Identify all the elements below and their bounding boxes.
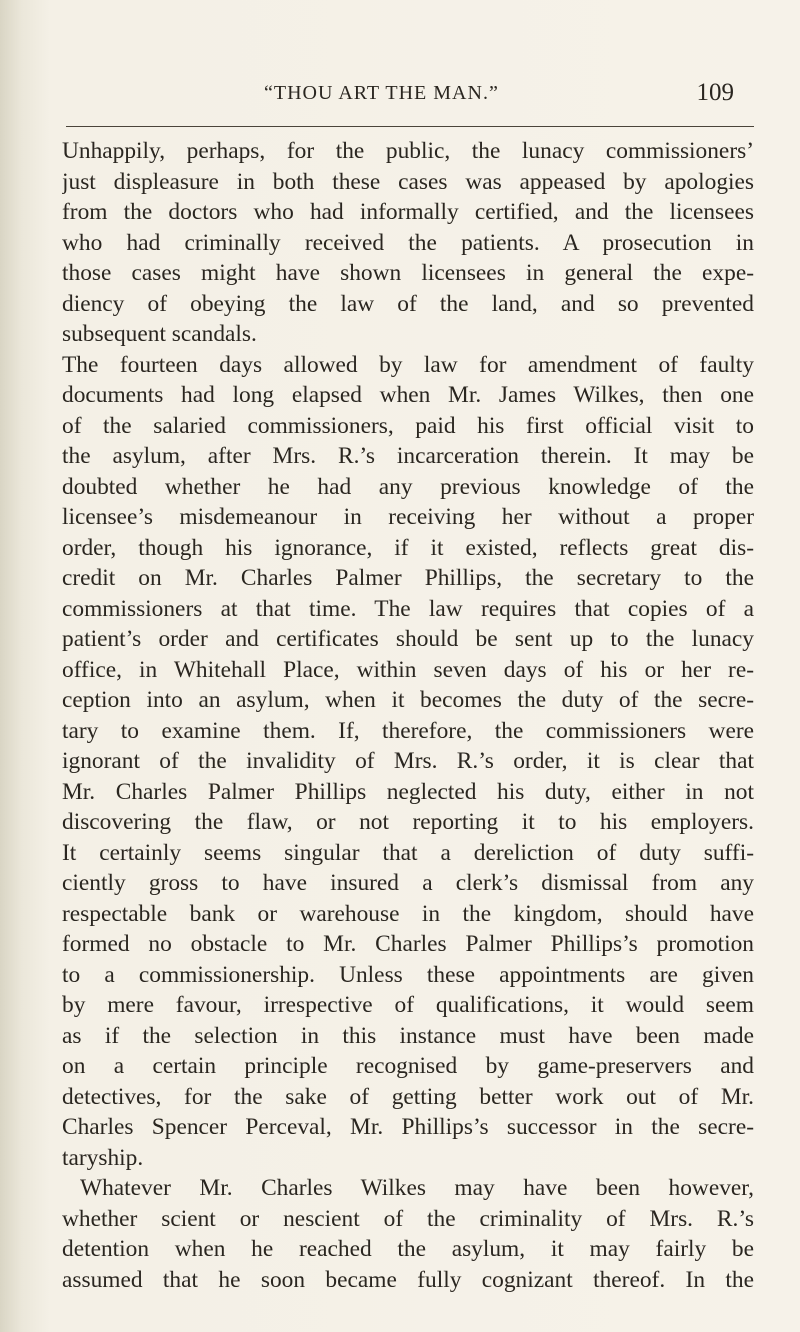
text-line: detectives, for the sake of getting better work out of Mr. — [62, 1083, 754, 1110]
text-line: Unhappily, perhaps, for the public, the lunacy commissioners’ — [62, 138, 754, 164]
text-line: The fourteen days allowed by law for amendment of faulty — [62, 351, 754, 378]
text-line: the asylum, after Mrs. R.’s incarceration therein. It may be — [62, 443, 754, 469]
running-head-title: “THOU ART THE MAN.” — [264, 82, 499, 104]
text-line: on a certain principle recognised by game-preservers and — [62, 1053, 754, 1079]
text-line: Charles Spencer Perceval, Mr. Phillips’s successor in the secre- — [62, 1114, 754, 1140]
text-line: office, in Whitehall Place, within seven days of his or her re- — [62, 656, 754, 683]
text-line: to a commissionership. Unless these appointments are given — [62, 961, 754, 988]
text-line: those cases might have shown licensees in general the expe- — [62, 260, 754, 286]
text-line: from the doctors who had informally certified, and the licensees — [62, 199, 754, 225]
text-line: ciently gross to have insured a clerk’s dismissal from any — [62, 870, 754, 896]
text-line: discovering the flaw, or not reporting it to his employers. — [62, 809, 754, 835]
text-line: formed no obstacle to Mr. Charles Palmer Phillips’s promotion — [62, 931, 754, 957]
text-line: tary to examine them. If, therefore, the commissioners were — [62, 717, 754, 744]
text-line: taryship. — [62, 1144, 144, 1171]
page-number: 109 — [696, 79, 734, 106]
text-line: Whatever Mr. Charles Wilkes may have been however, — [80, 1175, 754, 1201]
text-line: subsequent scandals. — [62, 321, 257, 347]
text-line: respectable bank or warehouse in the kingdom, should have — [62, 900, 754, 927]
text-line: detention when he reached the asylum, it may fairly be — [62, 1236, 754, 1262]
text-line: diency of obeying the law of the land, and so prevented — [62, 290, 754, 317]
text-line: just displeasure in both these cases was appeased by apologies — [62, 168, 754, 195]
text-line: as if the selection in this instance must have been made — [62, 1022, 754, 1049]
text-line: ignorant of the invalidity of Mrs. R.’s order, it is clear that — [62, 748, 754, 774]
text-line: It certainly seems singular that a dereliction of duty suffi- — [62, 839, 754, 866]
text-line: assumed that he soon became fully cognizant thereof. In the — [62, 1266, 754, 1293]
running-head — [62, 79, 752, 112]
text-line: Mr. Charles Palmer Phillips neglected his duty, either in not — [62, 778, 754, 805]
text-line: who had criminally received the patients. A prosecution in — [62, 229, 754, 256]
text-line: commissioners at that time. The law requires that copies of a — [62, 595, 754, 622]
text-line: documents had long elapsed when Mr. James Wilkes, then one — [62, 382, 754, 408]
text-line: by mere favour, irrespective of qualifications, it would seem — [62, 992, 754, 1018]
text-line: ception into an asylum, when it becomes the duty of the secre- — [62, 687, 754, 713]
header-rule — [66, 126, 754, 127]
text-line: licensee’s misdemeanour in receiving her without a proper — [62, 504, 754, 530]
text-line: order, though his ignorance, if it existed, reflects great dis- — [62, 534, 754, 561]
text-line: credit on Mr. Charles Palmer Phillips, the secretary to the — [62, 565, 754, 591]
text-line: whether scient or nescient of the criminality of Mrs. R.’s — [62, 1205, 754, 1232]
text-line: doubted whether he had any previous knowledge of the — [62, 473, 754, 500]
text-line: patient’s order and certificates should be sent up to the lunacy — [62, 626, 754, 652]
text-line: of the salaried commissioners, paid his first official visit to — [62, 412, 754, 439]
body-text — [62, 136, 754, 1295]
